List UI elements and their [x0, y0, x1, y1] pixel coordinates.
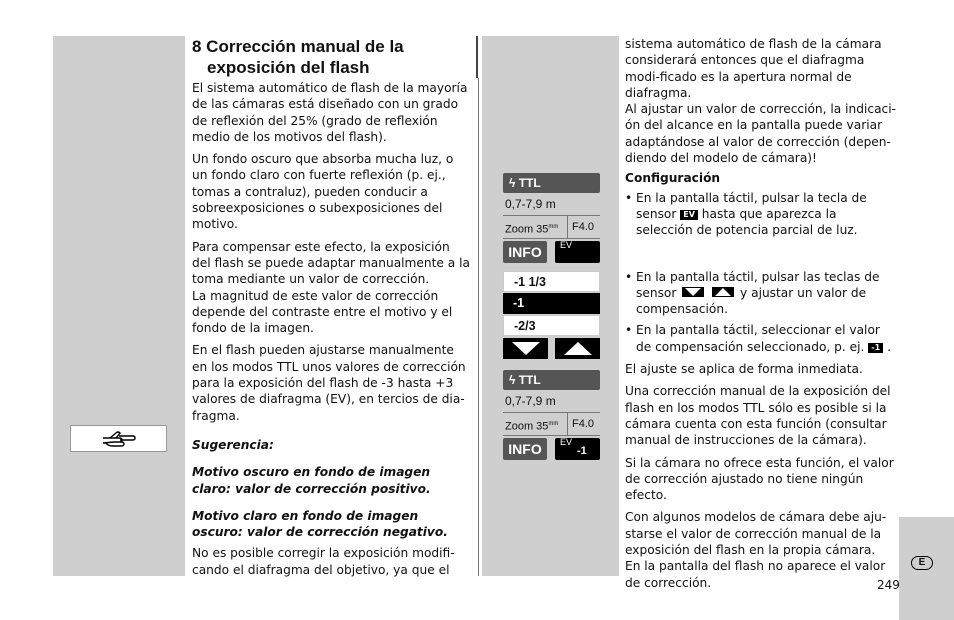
- arrow-up-button[interactable]: [555, 338, 600, 359]
- ev-key-icon: EV: [680, 210, 698, 220]
- ev-option-2-selected[interactable]: -1: [503, 293, 600, 314]
- display-header: [503, 173, 600, 193]
- zoom-unit: mm: [548, 224, 559, 230]
- flash-display-2: [503, 370, 600, 460]
- arrow-up-icon: [564, 342, 592, 356]
- paragraph: sistema automático de flash de la cámara considerará entonces que el diafragma modi-ficado es la apertura normal de diafragma.: [625, 37, 882, 100]
- config-heading: Configuración: [625, 171, 721, 186]
- language-badge: E: [911, 556, 933, 570]
- paragraph: El ajuste se aplica de forma inmediata.: [625, 362, 863, 377]
- ev-sensor-key[interactable]: [555, 438, 600, 460]
- aperture-readout: F4.0: [572, 418, 595, 430]
- hint-text: Motivo oscuro en fondo de imagen claro: valor de corrección positivo.: [192, 465, 431, 496]
- paragraph: La magnitud de este valor de corrección depende del contraste entre el motivo y el fondo de la imagen.: [192, 288, 453, 336]
- section-title: [192, 36, 470, 78]
- instruction-bullet: • En la pantalla táctil, pulsar las teclas de sensor y ajustar un valor de compensación.: [625, 269, 880, 317]
- column-divider: [478, 78, 479, 576]
- zoom-readout: Zoom $35^{mm}$: [503, 413, 568, 435]
- section-title-line1: 8 Corrección manual de la: [192, 37, 404, 56]
- paragraph: En la pantalla del flash no aparece el valor de corrección.: [625, 559, 886, 590]
- left-margin-bar: [53, 36, 185, 576]
- instruction-bullet: • En la pantalla táctil, seleccionar el valor de compensación seleccionado, p. ej. -1 .: [625, 323, 891, 354]
- ev-label: EV: [560, 437, 573, 447]
- arrow-up-key-icon: [712, 287, 734, 297]
- aperture-readout: F4.0: [572, 221, 595, 233]
- flash-bolt-icon: ϟ: [509, 176, 516, 190]
- arrow-down-key-icon: [682, 287, 704, 297]
- paragraph: Con algunos modelos de cámara debe aju-starse el valor de corrección manual de la exposición del flash en la propia cámara.: [625, 510, 887, 558]
- hint-text: Motivo claro en fondo de imagen oscuro: valor de corrección negativo.: [192, 508, 448, 540]
- minus-one-key-icon: -1: [868, 343, 883, 353]
- right-text-column: [625, 36, 897, 597]
- paragraph: Al ajustar un valor de corrección, la indicaci-ón del alcance en la pantalla puede variar adaptándose al valor de corrección (depen-diendo del modelo de cámara)!: [625, 102, 897, 166]
- pointing-hand-icon: [101, 430, 137, 449]
- zoom-unit: mm: [548, 421, 559, 427]
- range-readout: 0,7-7,9 m: [505, 197, 556, 211]
- info-button[interactable]: INFO: [503, 438, 547, 460]
- mode-label: TTL: [518, 373, 541, 387]
- range-readout: 0,7-7,9 m: [505, 394, 556, 408]
- paragraph: Para compensar este efecto, la exposición del flash se puede adaptar manualmente a la toma mediante un valor de corrección.: [192, 239, 471, 287]
- zoom-readout: Zoom $35^{mm}$: [503, 216, 568, 238]
- hint-box: [70, 425, 167, 452]
- column-divider-top: [476, 36, 478, 78]
- hint-label: Sugerencia:: [192, 437, 274, 452]
- ev-option-3[interactable]: -2/3: [503, 315, 600, 336]
- info-button[interactable]: INFO: [503, 241, 547, 263]
- ev-option-1[interactable]: -1 1/3: [503, 271, 600, 292]
- paragraph: Si la cámara no ofrece esta función, el valor de corrección ajustado no tiene ningún efecto.: [625, 455, 894, 503]
- mode-label: TTL: [518, 176, 541, 190]
- ev-label: EV: [560, 240, 573, 250]
- paragraph: Un fondo oscuro que absorba mucha luz, o un fondo claro con fuerte reflexión (p. ej., tomas a contraluz), pueden conducir a sobreexposiciones o subexposiciones del motivo.: [192, 152, 454, 232]
- flash-bolt-icon: ϟ: [509, 373, 516, 387]
- flash-display-1: [503, 173, 600, 263]
- ev-sensor-key[interactable]: [555, 241, 600, 263]
- display-header: [503, 370, 600, 390]
- paragraph: No es posible corregir la exposición modifi-cando el diafragma del objetivo, ya que el: [192, 546, 455, 577]
- arrow-down-button[interactable]: [503, 338, 548, 359]
- paragraph: En el flash pueden ajustarse manualmente en los modos TTL unos valores de corrección para la exposición del flash de -3 hasta +3 valores de diafragma (EV), en tercios de dia-fragma.: [192, 343, 466, 423]
- paragraph: El sistema automático de flash de la mayoría de las cámaras está diseñado con un grado de reflexión del 25% (grado de reflexión medio de los motivos del flash).: [192, 81, 468, 144]
- paragraph: Una corrección manual de la exposición del flash en los modos TTL sólo es posible si la cámara cuenta con esta función (consultar manual de instrucciones de la cámara).: [625, 384, 891, 448]
- left-text-column: [192, 36, 470, 584]
- arrow-down-icon: [512, 342, 540, 356]
- ev-value: -1: [577, 445, 587, 457]
- section-title-line2: exposición del flash: [207, 58, 370, 77]
- instruction-bullet: • En la pantalla táctil, pulsar la tecla de sensor EV hasta que aparezca la selección de potencia parcial de luz.: [625, 190, 867, 238]
- page-number: 249: [877, 578, 900, 592]
